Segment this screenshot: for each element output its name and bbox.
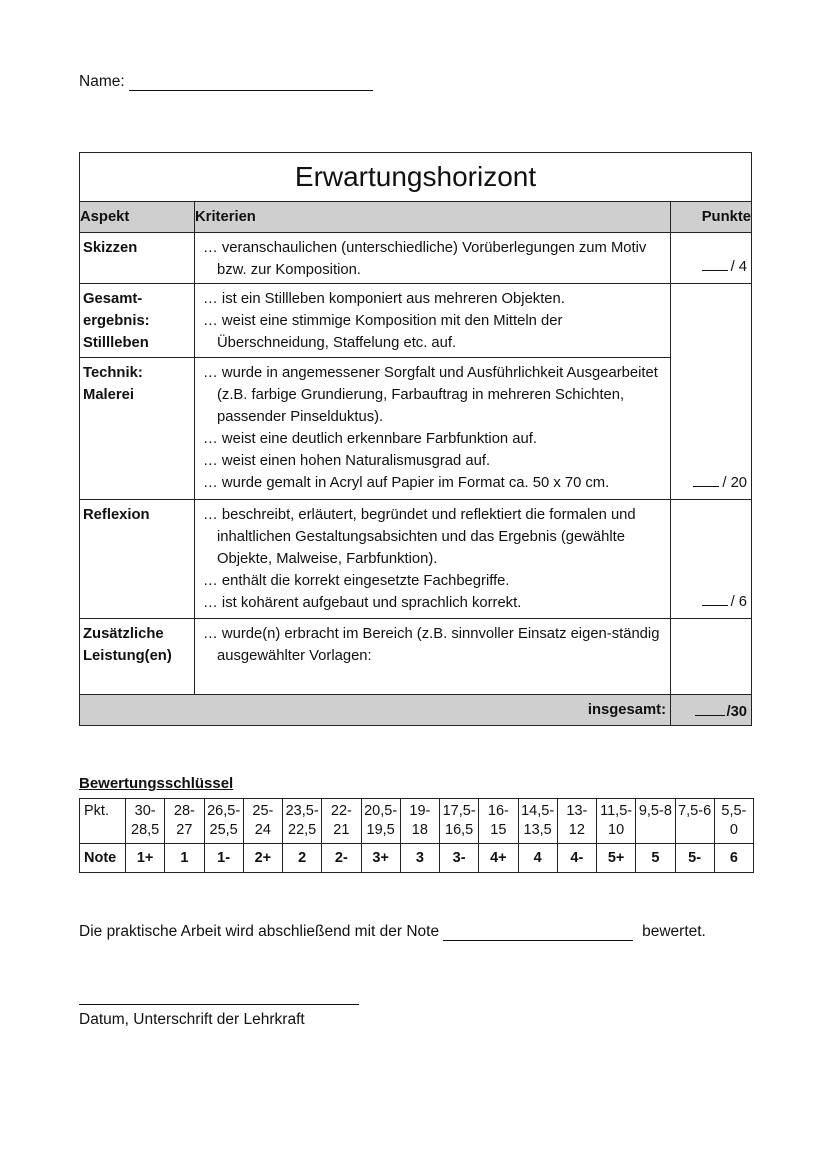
note-cell: 5 [636,844,675,873]
pkt-cell [400,799,439,844]
criteria-technik: … wurde in angemessener Sorgfalt und Ausführlichkeit Ausgearbeitet (z.B. farbige Grundierung, Farbauftrag in mehreren Schichten, passender Pinselduktus). … weist eine deutlich erkennbare Farbfunktion auf. … weist einen hohen Naturalismusgrad auf. … wurde gemalt in Acryl auf Papier im Format ca. 50 x 70 cm. [195,358,671,500]
aspect-skizzen: Skizzen [80,233,195,284]
pkt-cell-line: 5,5- [721,803,747,819]
pkt-cell-line: 30- [134,803,156,819]
pkt-cell-line: 16,5 [445,822,474,838]
pkt-cell-line: 22- [330,803,352,819]
grading-key-title: Bewertungsschlüssel [79,775,234,792]
points-row [80,799,754,844]
criteria-gesamtergebnis: … ist ein Stillleben komponiert aus mehreren Objekten. … weist eine stimmige Komposition mit den Mitteln der Überschneidung, Staffelung etc. auf. [195,284,671,358]
pkt-cell [479,799,518,844]
rubric-title: Erwartungshorizont [80,153,752,202]
note-cell: 2 [283,844,322,873]
pkt-cell [714,799,753,844]
note-cell: 3- [440,844,479,873]
pkt-cell-line: 11,5- [600,803,633,819]
criteria-zusaetzlich: … wurde(n) erbracht im Bereich (z.B. sinnvoller Einsatz eigen-ständig ausgewählter Vorlagen: [195,619,671,695]
pkt-cell [322,799,361,844]
pkt-cell-line: 24 [254,822,271,838]
aspect-zusaetzlich: Zusätzliche Leistung(en) [80,619,195,695]
note-cell: 2- [322,844,361,873]
name-blank-line[interactable] [129,72,373,91]
pkt-cell-line: 10 [608,822,625,838]
points-reflexion[interactable]: / 6 [671,500,752,619]
pkt-cell-line: 16- [487,803,509,819]
pkt-cell-line: 19- [409,803,431,819]
pkt-cell-line [676,821,714,840]
pkt-cell-line: 19,5 [366,822,395,838]
pkt-cell-line: 25- [252,803,274,819]
criteria-skizzen: … veranschaulichen (unterschiedliche) Vorüberlegungen zum Motiv bzw. zur Komposition. [195,233,671,284]
grade-row [80,844,754,873]
col-header-aspekt: Aspekt [80,202,195,233]
pkt-cell-line: 26,5- [207,803,241,819]
signature-line[interactable] [79,1004,359,1005]
pkt-cell [165,799,204,844]
col-header-kriterien: Kriterien [195,202,671,233]
total-points[interactable]: /30 [671,695,752,726]
pkt-cell-line: 25,5 [209,822,238,838]
note-cell: 1- [204,844,243,873]
signature-label: Datum, Unterschrift der Lehrkraft [79,1011,305,1028]
note-cell: 1+ [126,844,165,873]
aspect-reflexion: Reflexion [80,500,195,619]
pkt-cell-line: 27 [176,822,193,838]
total-label: insgesamt: [80,695,671,726]
pkt-cell-line: 9,5-8 [638,803,672,819]
col-header-punkte: Punkte [671,202,752,233]
pkt-cell [518,799,557,844]
note-cell: 3 [400,844,439,873]
pkt-cell-line: 0 [729,822,738,838]
aspect-technik: Technik: Malerei [80,358,195,500]
note-cell: 4+ [479,844,518,873]
final-text: Die praktische Arbeit wird abschließend mit der Note [79,923,440,940]
pkt-cell-line: 13- [566,803,588,819]
pkt-cell-line: 14,5- [521,803,555,819]
note-cell: 5- [675,844,714,873]
pkt-cell-line: 18 [411,822,428,838]
pkt-cell [126,799,165,844]
note-cell: 5+ [597,844,636,873]
note-cell: 6 [714,844,753,873]
pkt-cell [557,799,596,844]
final-suffix: bewertet. [642,923,706,940]
pkt-cell [440,799,479,844]
rubric-table [79,152,752,726]
points-zusaetzlich[interactable] [671,619,752,695]
pkt-cell-line: 28,5 [131,822,160,838]
pkt-cell-line [636,821,674,840]
pkt-cell-line: 21 [333,822,350,838]
pkt-cell [204,799,243,844]
pkt-cell [597,799,636,844]
pkt-cell [283,799,322,844]
grading-key-table [79,798,754,873]
note-cell: 4- [557,844,596,873]
pkt-cell-line: 13,5 [523,822,552,838]
pkt-cell-line: 12 [568,822,585,838]
name-field [79,72,373,91]
pkt-cell [636,799,675,844]
pkt-cell-line: 20,5- [364,803,398,819]
note-cell: 3+ [361,844,400,873]
final-grade-blank[interactable] [443,922,633,941]
note-cell: 2+ [243,844,282,873]
pkt-cell [243,799,282,844]
criteria-reflexion: … beschreibt, erläutert, begründet und reflektiert die formalen und inhaltlichen Gestaltungsabsichten und das Ergebnis (gewählte Objekte, Malweise, Farbfunktion). … enthält die korrekt eingesetzte Fachbegriffe. … ist kohärent aufgebaut und sprachlich korrekt. [195,500,671,619]
pkt-cell-line: 17,5- [442,803,476,819]
pkt-label: Pkt. [80,799,126,844]
pkt-cell-line: 23,5- [285,803,319,819]
name-label: Name: [79,73,125,90]
pkt-cell-line: 28- [173,803,195,819]
aspect-gesamtergebnis: Gesamt- ergebnis: Stillleben [80,284,195,358]
pkt-cell-line: 7,5-6 [678,803,712,819]
points-skizzen[interactable]: / 4 [671,233,752,284]
pkt-cell-line: 15 [490,822,507,838]
pkt-cell [675,799,714,844]
note-label: Note [80,844,126,873]
final-grade-sentence [79,922,706,941]
note-cell: 1 [165,844,204,873]
points-gesamt-technik[interactable]: / 20 [671,284,752,500]
pkt-cell [361,799,400,844]
pkt-cell-line: 22,5 [288,822,317,838]
note-cell: 4 [518,844,557,873]
